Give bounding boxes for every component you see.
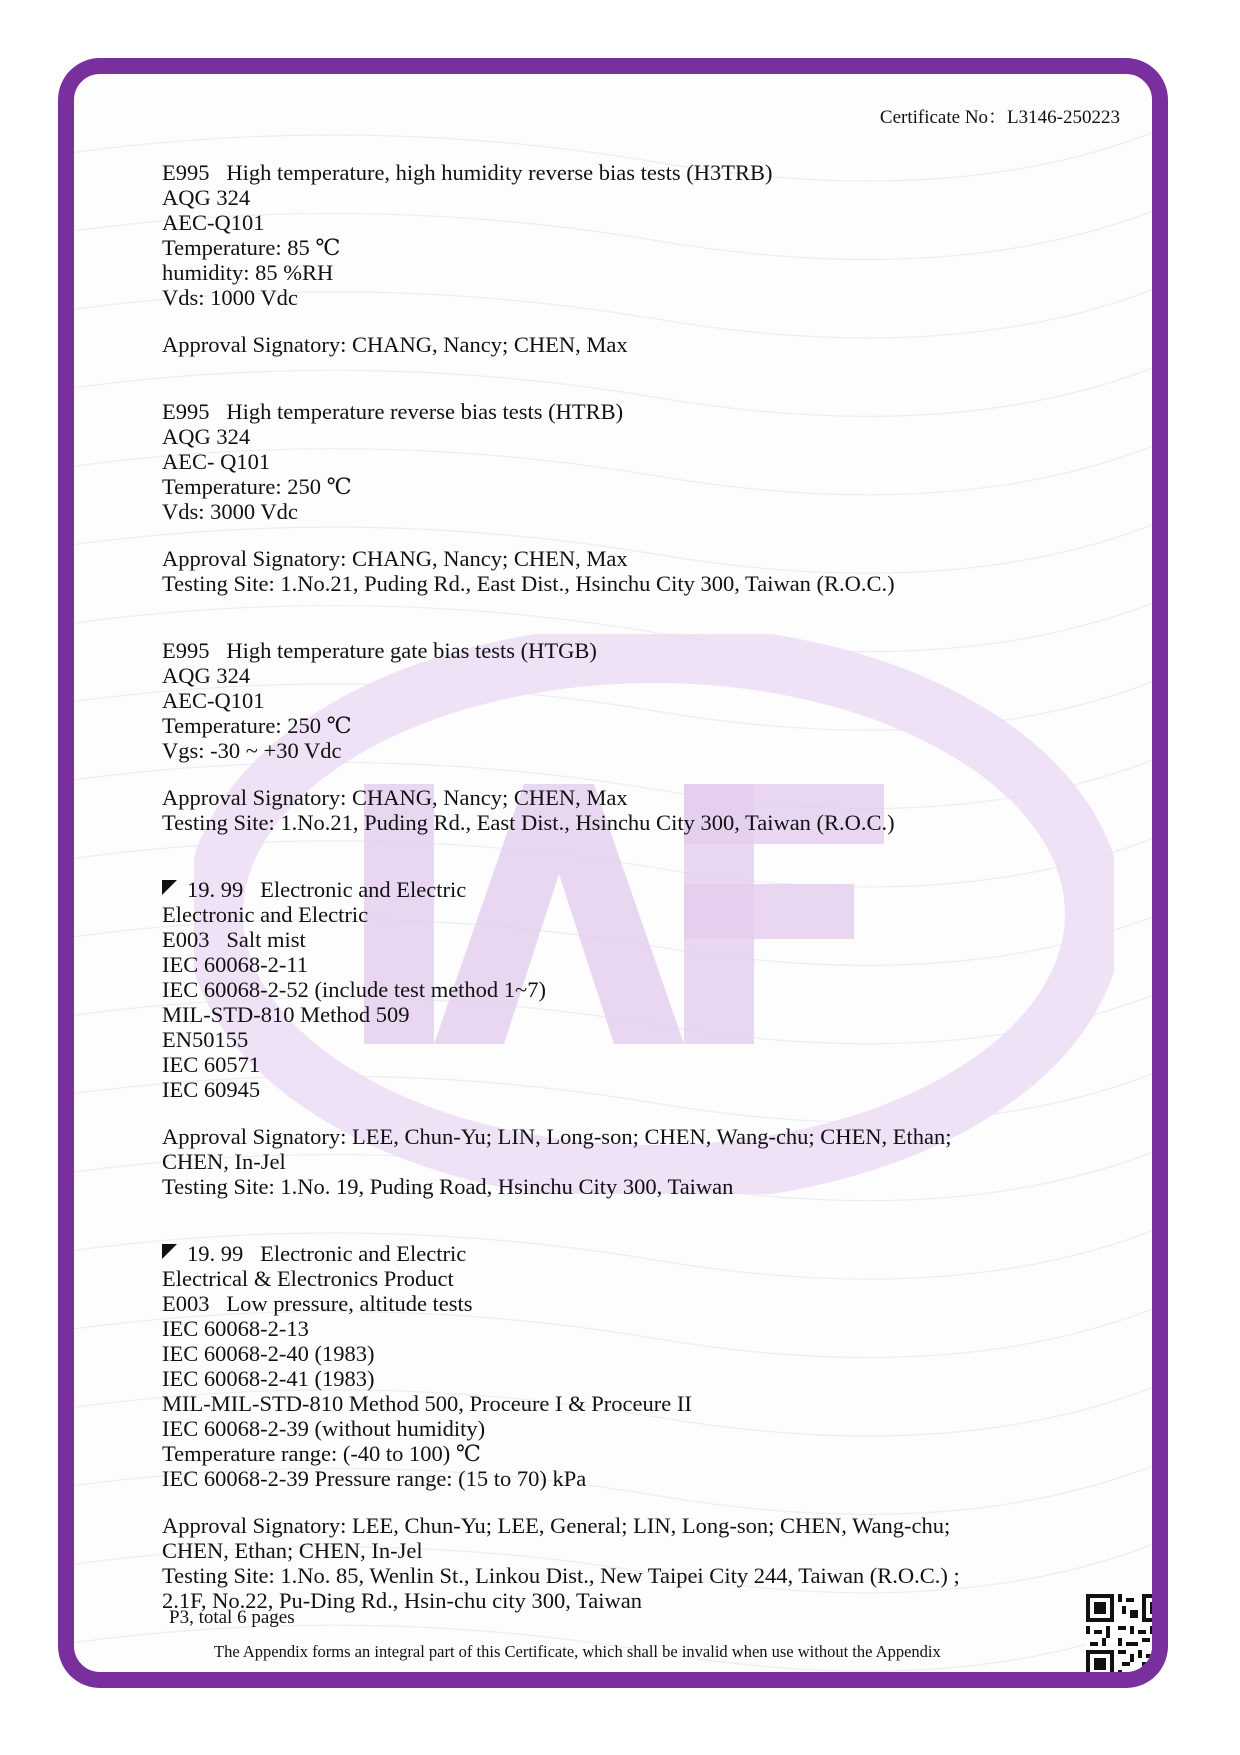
approval-signatory: Approval Signatory: CHANG, Nancy; CHEN, Max xyxy=(162,332,628,357)
approval-signatory-cont: CHEN, Ethan; CHEN, In-Jel xyxy=(162,1538,423,1563)
scope-section-salt-mist xyxy=(162,877,1082,1199)
accreditation-scope xyxy=(162,160,1082,1613)
condition-line: Vds: 1000 Vdc xyxy=(162,285,298,310)
standard-line: IEC 60068-2-11 xyxy=(162,952,309,977)
certificate-number: Certificate No：L3146-250223 xyxy=(879,107,1120,128)
field-heading xyxy=(162,877,1082,902)
scope-section-htrb xyxy=(162,399,1082,596)
standard-line: IEC 60068-2-41 (1983) xyxy=(162,1366,375,1391)
test-title: E995 High temperature reverse bias tests (HTRB) xyxy=(162,399,624,424)
scope-section-htgb xyxy=(162,638,1082,835)
testing-site: Testing Site: 1.No.21, Puding Rd., East Dist., Hsinchu City 300, Taiwan (R.O.C.) xyxy=(162,810,895,835)
condition-line: Temperature range: (-40 to 100) ℃ xyxy=(162,1441,482,1466)
test-title: E995 High temperature gate bias tests (HTGB) xyxy=(162,638,597,663)
standard-line: EN50155 xyxy=(162,1027,249,1052)
approval-signatory: Approval Signatory: CHANG, Nancy; CHEN, Max xyxy=(162,546,628,571)
condition-line: Temperature: 250 ℃ xyxy=(162,474,352,499)
condition-line: humidity: 85 %RH xyxy=(162,260,334,285)
field-line: Electronic and Electric xyxy=(162,902,369,927)
field-heading-text: 19. 99 Electronic and Electric xyxy=(187,1241,467,1266)
field-line: Electrical & Electronics Product xyxy=(162,1266,454,1291)
condition-line: Temperature: 250 ℃ xyxy=(162,713,352,738)
scope-section-h3trb xyxy=(162,160,1082,357)
standard-line: AEC-Q101 xyxy=(162,688,265,713)
condition-line: Vds: 3000 Vdc xyxy=(162,499,298,524)
standard-line: IEC 60068-2-39 (without humidity) xyxy=(162,1416,486,1441)
testing-site: Testing Site: 1.No. 19, Puding Road, Hsinchu City 300, Taiwan xyxy=(162,1174,734,1199)
standard-line: MIL-STD-810 Method 509 xyxy=(162,1002,410,1027)
approval-signatory-cont: CHEN, In-Jel xyxy=(162,1149,286,1174)
standard-line: MIL-MIL-STD-810 Method 500, Proceure I & Proceure II xyxy=(162,1391,692,1416)
certificate-frame xyxy=(58,58,1168,1688)
condition-line: IEC 60068-2-39 Pressure range: (15 to 70) kPa xyxy=(162,1466,587,1491)
test-title: E003 Salt mist xyxy=(162,927,306,952)
standard-line: AEC-Q101 xyxy=(162,210,265,235)
approval-signatory: Approval Signatory: LEE, Chun-Yu; LIN, Long-son; CHEN, Wang-chu; CHEN, Ethan; xyxy=(162,1124,952,1149)
testing-site: Testing Site: 1.No.21, Puding Rd., East Dist., Hsinchu City 300, Taiwan (R.O.C.) xyxy=(162,571,895,596)
black-triangle-icon xyxy=(162,880,177,895)
condition-line: Temperature: 85 ℃ xyxy=(162,235,341,260)
appendix-footer-note: The Appendix forms an integral part of this Certificate, which shall be invalid when use without the Appendix xyxy=(214,1642,941,1661)
testing-site: Testing Site: 1.No. 85, Wenlin St., Linkou Dist., New Taipei City 244, Taiwan (R.O.C.) ; xyxy=(162,1563,960,1588)
standard-line: AQG 324 xyxy=(162,663,251,688)
standard-line: IEC 60571 xyxy=(162,1052,261,1077)
standard-line: IEC 60068-2-52 (include test method 1~7) xyxy=(162,977,546,1002)
approval-signatory: Approval Signatory: CHANG, Nancy; CHEN, Max xyxy=(162,785,628,810)
standard-line: IEC 60068-2-13 xyxy=(162,1316,309,1341)
qr-code-icon xyxy=(1086,1594,1168,1678)
condition-line: Vgs: -30 ~ +30 Vdc xyxy=(162,738,342,763)
testing-site-cont: 2.1F, No.22, Pu-Ding Rd., Hsin-chu city 300, Taiwan xyxy=(162,1588,642,1613)
test-title: E003 Low pressure, altitude tests xyxy=(162,1291,473,1316)
field-heading xyxy=(162,1241,1082,1266)
standard-line: AQG 324 xyxy=(162,424,251,449)
standard-line: IEC 60068-2-40 (1983) xyxy=(162,1341,375,1366)
standard-line: AEC- Q101 xyxy=(162,449,271,474)
standard-line: AQG 324 xyxy=(162,185,251,210)
test-title: E995 High temperature, high humidity reverse bias tests (H3TRB) xyxy=(162,160,773,185)
approval-signatory: Approval Signatory: LEE, Chun-Yu; LEE, General; LIN, Long-son; CHEN, Wang-chu; xyxy=(162,1513,951,1538)
field-heading-text: 19. 99 Electronic and Electric xyxy=(187,877,467,902)
black-triangle-icon xyxy=(162,1244,177,1259)
standard-line: IEC 60945 xyxy=(162,1077,261,1102)
scope-section-low-pressure xyxy=(162,1241,1082,1613)
page-number: P3, total 6 pages xyxy=(169,1607,295,1628)
